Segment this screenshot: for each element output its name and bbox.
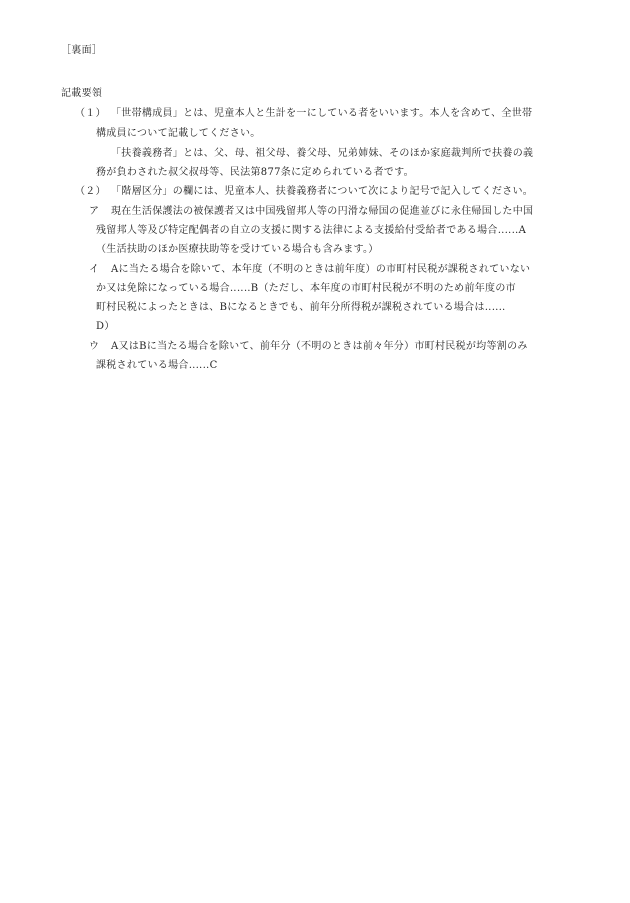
item-number: （２） [75,186,106,197]
subitem-text-line: 町村民税によったときは、Bになるときでも、前年分所得税が課税されている場合は‥‥‥ [96,302,506,313]
subitem-text-line: D） [96,321,115,332]
item-text-line: 務が負わされた叔父叔母等、民法第877条に定められている者です。 [96,167,414,178]
item-text-line: 「階層区分」の欄には、児童本人、扶養義務者について次により記号で記入してください。 [111,186,534,197]
subitem-text-line: 現在生活保護法の被保護者又は中国残留邦人等の円滑な帰国の促進並びに永住帰国した中国 [111,206,534,217]
item-text-line: 「扶養義務者」とは、父、母、祖父母、養父母、兄弟姉妹、そのほか家庭裁判所で扶養の義 [111,148,534,159]
subitem-mark: ア [89,206,100,217]
item-text-line: 「世帯構成員」とは、児童本人と生計を一にしている者をいいます。本人を含めて、全世帯 [111,108,533,119]
subitem-text-line: A又はBに当たる場合を除いて、前年分（不明のときは前々年分）市町村民税が均等割のみ [111,341,528,352]
subitem-text-line: か又は免除になっている場合‥‥‥B（ただし、本年度の市町村民税が不明のため前年度の市 [96,283,516,294]
item-number: （１） [75,108,106,119]
side-label: ［裏面］ [61,45,103,56]
subitem-text-line: 課税されている場合‥‥‥C [96,360,218,371]
section-heading: 記載要領 [61,88,103,99]
subitem-mark: ウ [89,341,100,352]
subitem-text-line: 残留邦人等及び特定配偶者の自立の支援に関する法律による支援給付受給者である場合‥‥‥A [96,225,527,236]
item-text-line: 構成員について記載してください。 [96,128,261,139]
subitem-mark: イ [89,264,100,275]
subitem-text-line: （生活扶助のほか医療扶助等を受けている場合も含みます。） [96,244,379,255]
subitem-text-line: Aに当たる場合を除いて、本年度（不明のときは前年度）の市町村民税が課税されていない [111,264,531,275]
